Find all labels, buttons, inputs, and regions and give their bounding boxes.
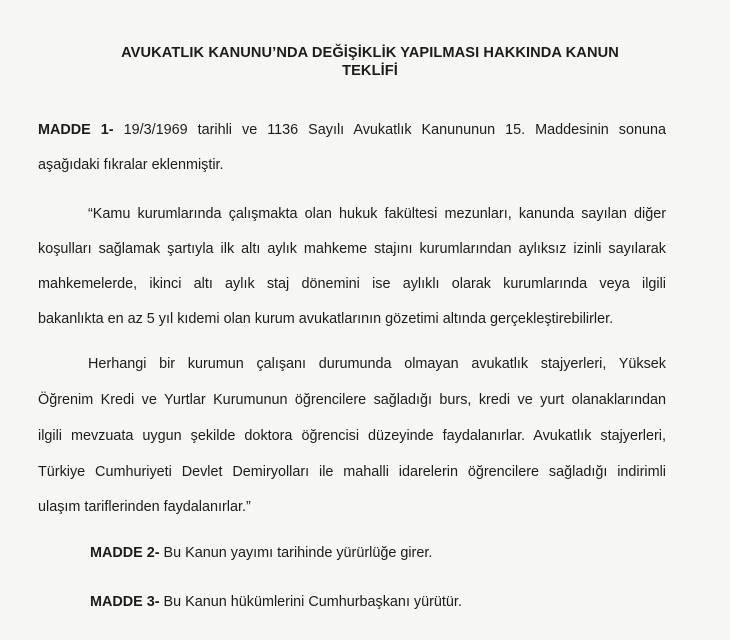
madde-1-line-2: aşağıdaki fıkralar eklenmiştir. — [38, 157, 224, 173]
madde-2-text: Bu Kanun yayımı tarihinde yürürlüğe girer. — [159, 545, 433, 561]
madde-2 — [90, 544, 432, 562]
paragraph-1-line-2: koşulları sağlamak şartıyla ilk altı aylık mahkeme stajını kurumlarından aylıksız izinli sayılarak — [38, 241, 666, 257]
madde-1-text: 19/3/1969 tarihli ve 1136 Sayılı Avukatlık Kanununun 15. Maddesinin sonuna — [113, 122, 667, 138]
paragraph-2-line-5: ulaşım tariflerinden faydalanırlar.” — [38, 499, 251, 515]
madde-3 — [90, 593, 462, 611]
paragraph-2-line-1: Herhangi bir kurumun çalışanı durumunda olmayan avukatlık stajyerleri, Yüksek — [88, 356, 666, 372]
paragraph-2-line-4: Türkiye Cumhuriyeti Devlet Demiryolları ile mahalli idarelerin öğrencilere sağladığı indirimli — [38, 464, 666, 480]
madde-3-label: MADDE 3- — [90, 594, 160, 610]
paragraph-1-line-4: bakanlıkta en az 5 yıl kıdemi olan kurum avukatlarının gözetimi altında gerçekleştirebilirler. — [38, 311, 614, 327]
title-line-2: TEKLİFİ — [342, 63, 398, 79]
madde-1-line-1 — [38, 121, 666, 139]
title-line-1: AVUKATLIK KANUNU’NDA DEĞİŞİKLİK YAPILMASI HAKKINDA KANUN — [121, 45, 619, 61]
paragraph-2-line-2: Öğrenim Kredi ve Yurtlar Kurumunun öğrencilere sağladığı burs, kredi ve yurt olanaklarından — [38, 392, 666, 408]
document-title — [60, 44, 680, 80]
madde-1-label: MADDE 1- — [38, 122, 114, 138]
paragraph-1-line-3: mahkemelerde, ikinci altı aylık staj dönemini ise aylıklı olarak kurumlarında veya ilgili — [38, 276, 666, 292]
madde-2-label: MADDE 2- — [90, 545, 160, 561]
madde-3-text: Bu Kanun hükümlerini Cumhurbaşkanı yürütür. — [159, 594, 462, 610]
paragraph-1-line-1: “Kamu kurumlarında çalışmakta olan hukuk fakültesi mezunları, kanunda sayılan diğer — [88, 206, 666, 222]
paragraph-2-line-3: ilgili mevzuata uygun şekilde doktora öğrencisi düzeyinde faydalanırlar. Avukatlık stajyerleri, — [38, 428, 666, 444]
